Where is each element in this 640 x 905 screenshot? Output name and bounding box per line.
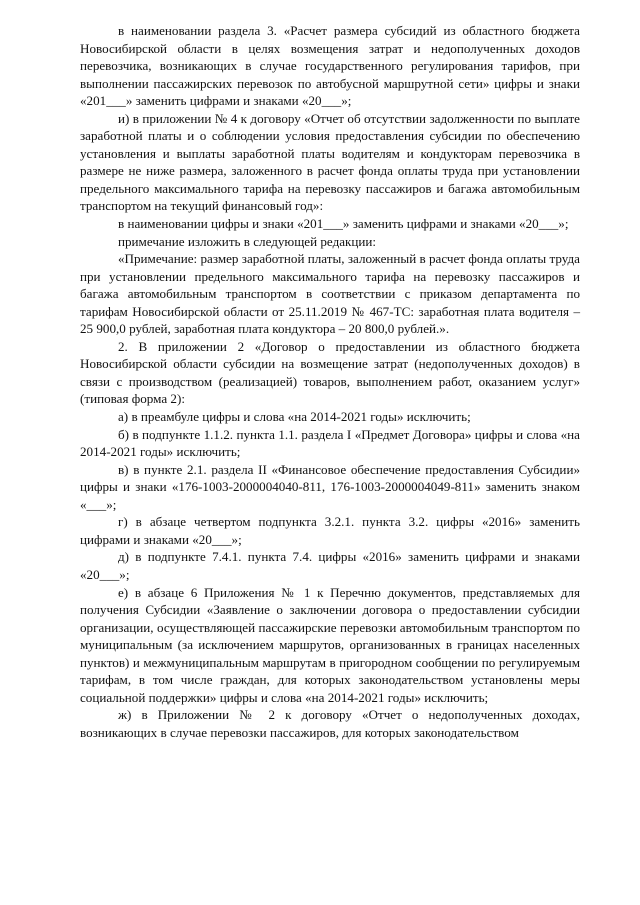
paragraph-item-e: е) в абзаце 6 Приложения № 1 к Перечню документов, представляемых для получения Субсидии «Заявление о заключении договора о предоставлении субсидии организации, осуществляющей пассажирские перевозки автомобильным транспортом по муниципальным (за исключением маршрутов, организованных в границах населенных пунктов) и межмуниципальным маршрутам в пригородном сообщении по регулируемым тарифам, в том числе граждан, для которых законодательством установлены меры социальной поддержки» цифры и слова «на 2014-2021 годы» исключить; (80, 584, 580, 705)
paragraph-item-b: б) в подпункте 1.1.2. пункта 1.1. раздела I «Предмет Договора» цифры и слова «на 2014-2021 годы» исключить; (80, 426, 580, 460)
paragraph-item-v: в) в пункте 2.1. раздела II «Финансовое обеспечение предоставления Субсидии» цифры и знаки «176-1003-2000004040-811, 176-1003-2000004049-811» заменить знаком «___»; (80, 461, 580, 512)
paragraph-note-intro: примечание изложить в следующей редакции: (118, 233, 377, 249)
paragraph-title-replacement: в наименовании цифры и знаки «201___» заменить цифрами и знаками «20___»; (118, 216, 569, 232)
paragraph-section3-title: в наименовании раздела 3. «Расчет размера субсидий из областного бюджета Новосибирской области в целях возмещения затрат и недополученных доходов перевозчика, возникающих в случае государственного регулирования тарифов, при выполнении пассажирских перевозок по автобусной маршрутной сети» цифры и знаки «201___» заменить цифрами и знаками «20___»; (80, 23, 580, 109)
document-page (80, 22, 580, 741)
paragraph-item-d: д) в подпункте 7.4.1. пункта 7.4. цифры «2016» заменить цифрами и знаками «20___»; (80, 549, 580, 582)
paragraph-item-zh: ж) в Приложении № 2 к договору «Отчет о недополученных доходах, возникающих в случае перевозки пассажиров, для которых законодательством (80, 707, 580, 740)
paragraph-item-i: и) в приложении № 4 к договору «Отчет об отсутствии задолженности по выплате заработной платы и о соблюдении условия предоставления субсидии по обеспечению установления и выплаты заработной платы водителям и кондукторам перевозчика в размере не ниже размера, заложенного в расчет фонда оплаты труда при установлении предельного максимального тарифа на перевозку пассажиров и багажа автомобильным транспортом на текущий финансовый год»: (80, 110, 580, 214)
paragraph-item-a: а) в преамбуле цифры и слова «на 2014-2021 годы» исключить; (118, 409, 471, 425)
paragraph-note-text: «Примечание: размер заработной платы, заложенный в расчет фонда оплаты труда при установлении предельного максимального тарифа на перевозку пассажиров и багажа автомобильным транспортом в соответствии с приказом департамента по тарифам Новосибирской области от 25.11.2019 № 467-ТС: заработная плата водителя – 25 900,0 рублей, заработная плата кондуктора – 20 800,0 рублей.». (80, 251, 580, 337)
paragraph-appendix-2: 2. В приложении 2 «Договор о предоставлении из областного бюджета Новосибирской области субсидии на возмещение затрат (недополученных доходов) в связи с производством (реализацией) товаров, выполнением работ, оказанием услуг» (типовая форма 2): (80, 338, 580, 407)
paragraph-item-g: г) в абзаце четвертом подпункта 3.2.1. пункта 3.2. цифры «2016» заменить цифрами и знаками «20___»; (80, 514, 580, 547)
